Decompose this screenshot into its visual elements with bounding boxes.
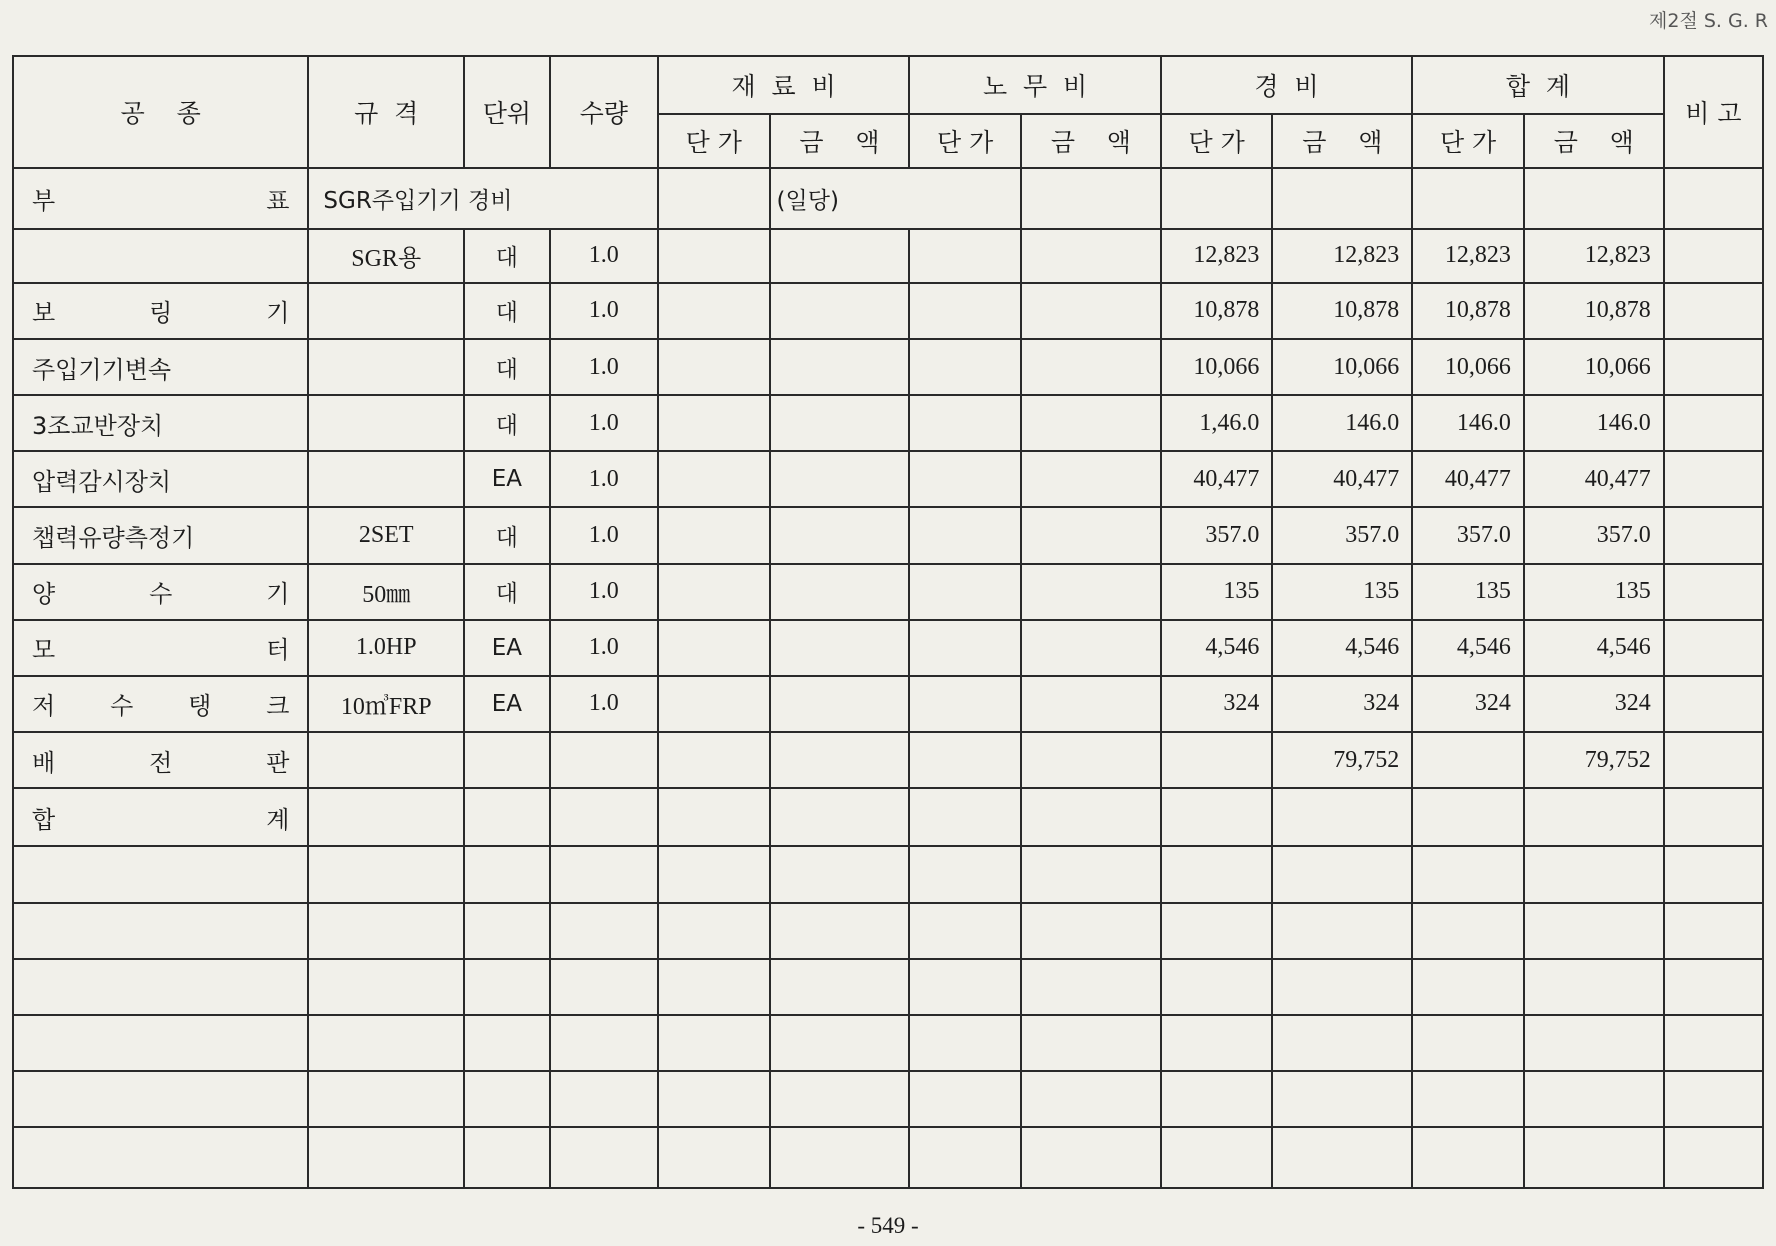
item-name: 3조교반장치 (13, 395, 308, 451)
blank-row (13, 846, 1763, 902)
total-unit-price: 4,546 (1412, 620, 1524, 676)
item-spec (308, 283, 464, 339)
blank-row (13, 1071, 1763, 1127)
labor-amount (1021, 395, 1161, 451)
item-qty: 1.0 (550, 676, 658, 732)
item-unit (464, 788, 550, 846)
material-amount (770, 564, 910, 620)
blank-row (13, 1127, 1763, 1188)
expense-amount: 324 (1272, 676, 1412, 732)
material-unit-price (658, 788, 770, 846)
table-body (13, 229, 1763, 1188)
total-unit-price: 40,477 (1412, 451, 1524, 507)
labor-amount (1021, 788, 1161, 846)
material-unit-price (658, 732, 770, 788)
header-spec: 규 격 (308, 56, 464, 168)
item-spec (308, 395, 464, 451)
item-unit: EA (464, 620, 550, 676)
labor-unit-price (909, 395, 1021, 451)
header-qty: 수량 (550, 56, 658, 168)
material-unit-price (658, 339, 770, 395)
item-spec: 10㎥FRP (308, 676, 464, 732)
total-amount: 357.0 (1524, 507, 1664, 563)
labor-unit-price (909, 676, 1021, 732)
expense-unit-price: 1,46.0 (1161, 395, 1273, 451)
total-unit-price (1412, 788, 1524, 846)
labor-amount (1021, 339, 1161, 395)
page-number: - 549 - (857, 1213, 919, 1238)
item-name: 모 터 (13, 620, 308, 676)
expense-unit-price: 10,066 (1161, 339, 1273, 395)
item-name: 양 수 기 (13, 564, 308, 620)
item-spec (308, 732, 464, 788)
header-expense: 경 비 (1161, 56, 1412, 114)
material-amount (770, 676, 910, 732)
total-unit-price (1412, 732, 1524, 788)
remark (1664, 732, 1763, 788)
material-unit-price (658, 620, 770, 676)
table-row (13, 229, 1763, 283)
expense-unit-price (1161, 732, 1273, 788)
header-material: 재 료 비 (658, 56, 909, 114)
item-qty: 1.0 (550, 564, 658, 620)
table-row (13, 620, 1763, 676)
total-unit-price: 135 (1412, 564, 1524, 620)
remark (1664, 283, 1763, 339)
expense-unit-price: 40,477 (1161, 451, 1273, 507)
item-spec (308, 451, 464, 507)
material-amount (770, 339, 910, 395)
item-spec: 50㎜ (308, 564, 464, 620)
blank-row (13, 959, 1763, 1015)
labor-unit-price (909, 732, 1021, 788)
item-spec: 1.0HP (308, 620, 464, 676)
material-amount (770, 451, 910, 507)
item-name (13, 229, 308, 283)
labor-amount (1021, 564, 1161, 620)
labor-amount (1021, 451, 1161, 507)
expense-unit-price: 12,823 (1161, 229, 1273, 283)
item-spec (308, 788, 464, 846)
expense-amount: 146.0 (1272, 395, 1412, 451)
material-amount (770, 732, 910, 788)
header-material-unit-price: 단 가 (658, 114, 770, 168)
subtitle-spec: SGR주입기기 경비 (308, 168, 658, 229)
remark (1664, 229, 1763, 283)
labor-unit-price (909, 507, 1021, 563)
header-kind: 공 종 (13, 56, 308, 168)
item-unit: 대 (464, 283, 550, 339)
remark (1664, 564, 1763, 620)
material-amount (770, 507, 910, 563)
expense-unit-price: 324 (1161, 676, 1273, 732)
item-unit: EA (464, 451, 550, 507)
item-qty: 1.0 (550, 395, 658, 451)
remark (1664, 676, 1763, 732)
material-unit-price (658, 564, 770, 620)
header-expense-unit-price: 단 가 (1161, 114, 1273, 168)
header-labor-unit-price: 단 가 (909, 114, 1021, 168)
remark (1664, 507, 1763, 563)
expense-unit-price: 4,546 (1161, 620, 1273, 676)
blank-row (13, 1015, 1763, 1071)
labor-amount (1021, 676, 1161, 732)
material-amount (770, 620, 910, 676)
item-unit (464, 732, 550, 788)
expense-amount: 357.0 (1272, 507, 1412, 563)
total-unit-price: 357.0 (1412, 507, 1524, 563)
header-total-amount: 금 액 (1524, 114, 1664, 168)
material-amount (770, 788, 910, 846)
subtitle-row (13, 168, 1763, 229)
item-unit: 대 (464, 507, 550, 563)
material-amount (770, 283, 910, 339)
table-row (13, 283, 1763, 339)
labor-unit-price (909, 451, 1021, 507)
item-spec: 2SET (308, 507, 464, 563)
material-unit-price (658, 229, 770, 283)
expense-unit-price: 135 (1161, 564, 1273, 620)
item-qty (550, 788, 658, 846)
total-unit-price: 146.0 (1412, 395, 1524, 451)
item-name: 압력감시장치 (13, 451, 308, 507)
header-expense-amount: 금 액 (1272, 114, 1412, 168)
expense-amount: 12,823 (1272, 229, 1412, 283)
total-amount: 79,752 (1524, 732, 1664, 788)
labor-unit-price (909, 788, 1021, 846)
subtitle-label: 부 표 (13, 168, 308, 229)
item-name: 합 계 (13, 788, 308, 846)
labor-unit-price (909, 564, 1021, 620)
blank-row (13, 903, 1763, 959)
labor-unit-price (909, 283, 1021, 339)
material-unit-price (658, 507, 770, 563)
item-unit: EA (464, 676, 550, 732)
remark (1664, 788, 1763, 846)
labor-unit-price (909, 339, 1021, 395)
total-amount: 12,823 (1524, 229, 1664, 283)
expense-amount (1272, 788, 1412, 846)
page-header: 제2절 S. G. R (1649, 10, 1768, 32)
total-amount (1524, 788, 1664, 846)
labor-amount (1021, 507, 1161, 563)
remark (1664, 620, 1763, 676)
remark (1664, 339, 1763, 395)
total-unit-price: 10,066 (1412, 339, 1524, 395)
expense-unit-price (1161, 788, 1273, 846)
header-unit: 단위 (464, 56, 550, 168)
header-labor: 노 무 비 (909, 56, 1160, 114)
item-name: 배 전 판 (13, 732, 308, 788)
total-amount: 4,546 (1524, 620, 1664, 676)
item-qty: 1.0 (550, 229, 658, 283)
material-unit-price (658, 395, 770, 451)
expense-amount: 10,066 (1272, 339, 1412, 395)
material-amount (770, 229, 910, 283)
item-name: 보 링 기 (13, 283, 308, 339)
expense-amount: 4,546 (1272, 620, 1412, 676)
labor-amount (1021, 732, 1161, 788)
item-qty (550, 732, 658, 788)
total-amount: 10,066 (1524, 339, 1664, 395)
header-labor-amount: 금 액 (1021, 114, 1161, 168)
header-remark: 비 고 (1664, 56, 1763, 168)
total-unit-price: 324 (1412, 676, 1524, 732)
table-row (13, 339, 1763, 395)
item-unit: 대 (464, 564, 550, 620)
item-qty: 1.0 (550, 620, 658, 676)
table-row (13, 732, 1763, 788)
total-unit-price: 10,878 (1412, 283, 1524, 339)
labor-amount (1021, 620, 1161, 676)
labor-unit-price (909, 620, 1021, 676)
item-name: 챕력유량측정기 (13, 507, 308, 563)
item-unit: 대 (464, 339, 550, 395)
header-total: 합 계 (1412, 56, 1663, 114)
remark (1664, 395, 1763, 451)
expense-amount: 135 (1272, 564, 1412, 620)
table-row (13, 788, 1763, 846)
labor-amount (1021, 229, 1161, 283)
item-spec: SGR용 (308, 229, 464, 283)
material-unit-price (658, 283, 770, 339)
material-unit-price (658, 676, 770, 732)
total-amount: 10,878 (1524, 283, 1664, 339)
table-row (13, 564, 1763, 620)
item-name: 주입기기변속 (13, 339, 308, 395)
table-row (13, 676, 1763, 732)
total-amount: 324 (1524, 676, 1664, 732)
item-unit: 대 (464, 395, 550, 451)
cost-table (12, 55, 1764, 1189)
header-total-unit-price: 단 가 (1412, 114, 1524, 168)
material-unit-price (658, 451, 770, 507)
labor-unit-price (909, 229, 1021, 283)
item-spec (308, 339, 464, 395)
header-row-1 (13, 56, 1763, 114)
item-qty: 1.0 (550, 283, 658, 339)
subtitle-note: (일당) (770, 168, 1021, 229)
labor-amount (1021, 283, 1161, 339)
header-material-amount: 금 액 (770, 114, 910, 168)
material-amount (770, 395, 910, 451)
item-qty: 1.0 (550, 507, 658, 563)
remark (1664, 451, 1763, 507)
expense-amount: 10,878 (1272, 283, 1412, 339)
expense-unit-price: 10,878 (1161, 283, 1273, 339)
item-qty: 1.0 (550, 339, 658, 395)
total-amount: 135 (1524, 564, 1664, 620)
item-qty: 1.0 (550, 451, 658, 507)
table-row (13, 507, 1763, 563)
total-amount: 40,477 (1524, 451, 1664, 507)
expense-amount: 79,752 (1272, 732, 1412, 788)
item-name: 저 수 탱 크 (13, 676, 308, 732)
total-unit-price: 12,823 (1412, 229, 1524, 283)
table-row (13, 395, 1763, 451)
expense-unit-price: 357.0 (1161, 507, 1273, 563)
total-amount: 146.0 (1524, 395, 1664, 451)
item-unit: 대 (464, 229, 550, 283)
expense-amount: 40,477 (1272, 451, 1412, 507)
table-row (13, 451, 1763, 507)
